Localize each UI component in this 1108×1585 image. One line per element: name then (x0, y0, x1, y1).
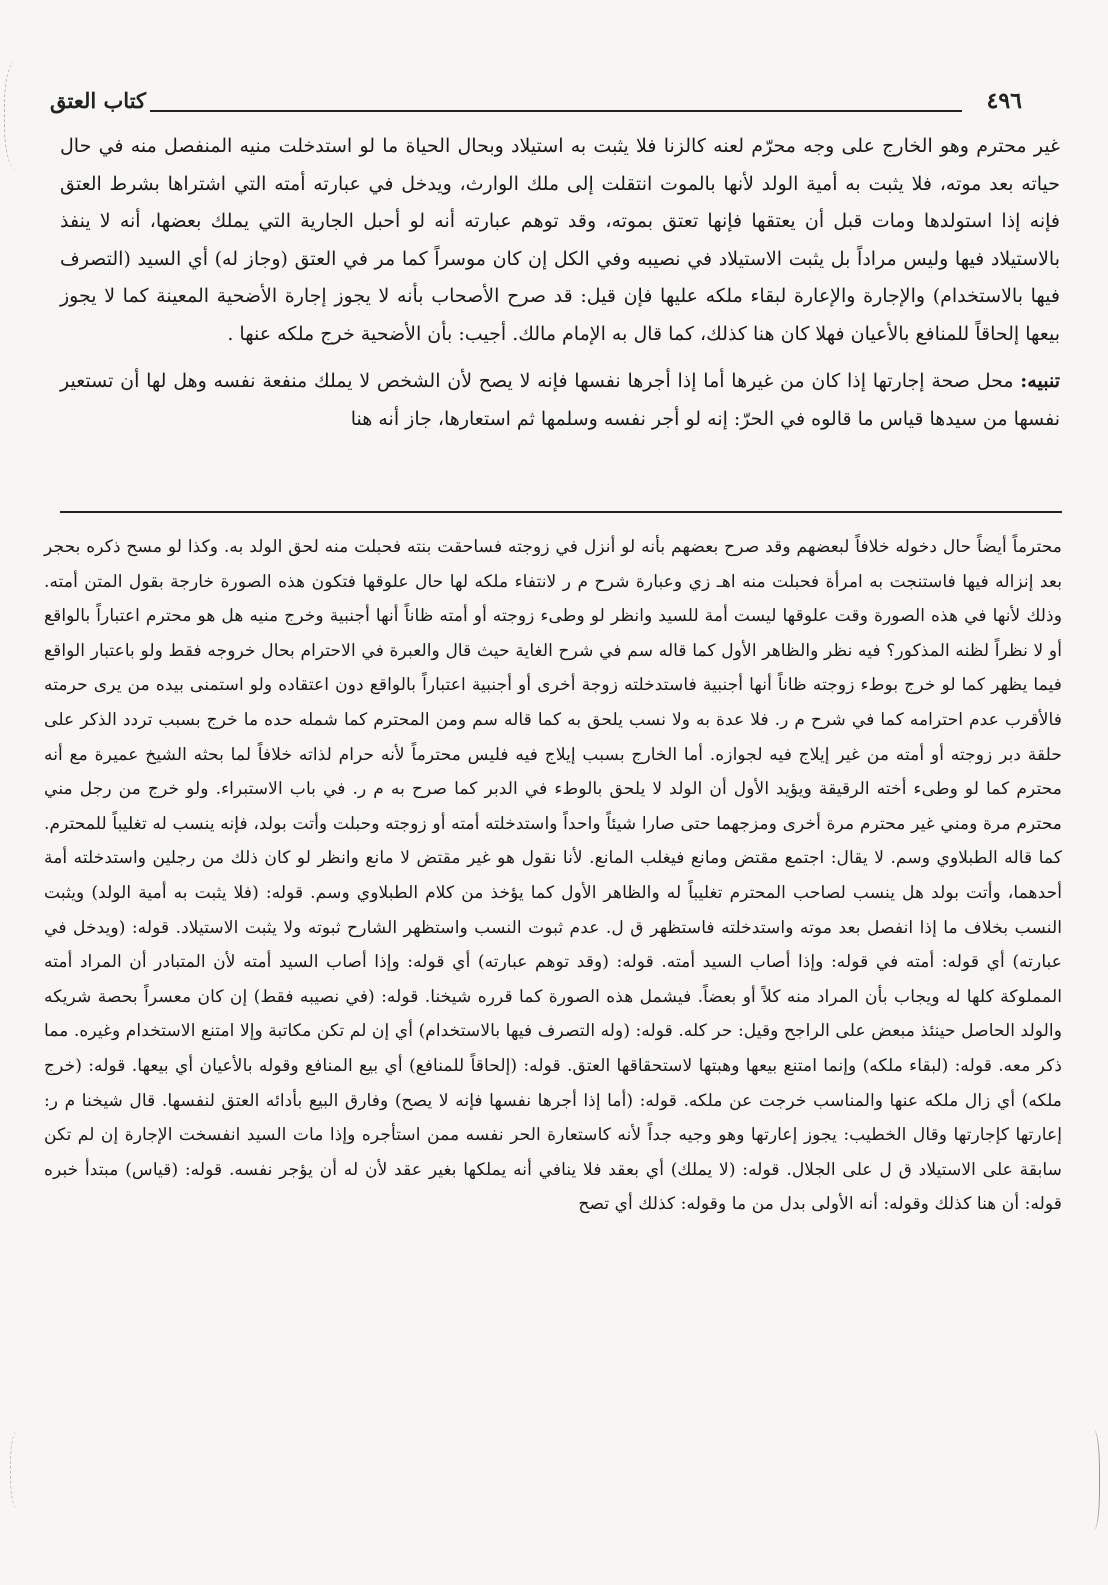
footnote-divider (60, 511, 1062, 513)
book-title: كتاب العتق (50, 88, 147, 113)
tanbih-label: تنبيه: (1020, 370, 1060, 392)
commentary-paragraph: محترماً أيضاً حال دخوله خلافاً لبعضهم وقد صرح بعضهم بأنه لو أنزل في زوجته فساحقت بنته فحبلت منه لحق الولد به. وكذا لو مسح ذكره بحجر بعد إنزاله فيها فاستنجت به امرأة فحبلت منه اهـ زي وعبارة شرح م ر لانتفاء ملكه لها حال علوقها فتكون هذه الصورة خارجة بقول المتن أمته. وذلك لأنها في هذه الصورة وقت علوقها ليست أمة للسيد وانظر لو وطىء زوجته أو أمته ظاناً أنها أجنبية وخرج منيه هل هو محترم اعتباراً بالواقع أو لا نظراً لظنه المذكور؟ فيه نظر والظاهر الأول كما قاله سم في شرح الغاية حيث قال والعبرة في الاحترام بحال خروجه فقط ولو باعتبار الواقع فيما يظهر كما لو خرج بوطء زوجته ظاناً أنها أجنبية فاستدخلته زوجة أخرى أو أجنبية اعتباراً بالواقع دون اعتقاده ولو استمنى بيده من يرى حرمته فالأقرب عدم احترامه كما في شرح م ر. فلا عدة به ولا نسب يلحق به كما قاله سم ومن المحترم كما شمله حده ما خرج بسبب تردد الذكر على حلقة دبر زوجته أو أمته من غير إيلاج فيه لجوازه. أما الخارج بسبب إيلاج فيه فليس محترماً لأنه حرام لذاته خلافاً لما بحثه الشيخ عميرة مع أنه محترم كما لو وطىء أخته الرقيقة ويؤيد الأول أن الولد لا يلحق بالوطء في الدبر كما صرح به م ر. في باب الاستبراء. ولو خرج من رجل مني محترم مرة ومني غير محترم مرة أخرى ومزجهما حتى صارا شيئاً واحداً واستدخلته أمته أو زوجته وحبلت وأتت بولد، فإنه ينسب له تغليباً للمحترم. كما قاله الطبلاوي وسم. لا يقال: اجتمع مقتض ومانع فيغلب المانع. لأنا نقول هو غير مقتض لا مانع وانظر لو كان ذلك من رجلين واستدخلته أمة أحدهما، وأتت بولد هل ينسب لصاحب المحترم تغليباً له والظاهر الأول كما يؤخذ من كلام الطبلاوي وسم. قوله: (فلا يثبت به أمية الولد) ويثبت النسب بخلاف ما إذا انفصل بعد موته واستدخلته فاستظهر ق ل. عدم ثبوت النسب واستظهر الشارح ثبوته ولا يثبت الاستيلاد. قوله: (ويدخل في عبارته) أي قوله: أمته في قوله: وإذا أصاب السيد أمته. قوله: (وقد توهم عبارته) أي قوله: وإذا أصاب السيد أمته لأن المتبادر أن المراد أمته المملوكة كلها له ويجاب بأن المراد منه كلاً أو بعضاً. فيشمل هذه الصورة كما قرره شيخنا. قوله: (في نصيبه فقط) إن كان معسراً بحصة شريكه والولد الحاصل حينئذ مبعض على الراجح وقيل: حر كله. قوله: (وله التصرف فيها بالاستخدام) أي إن لم تكن مكاتبة وإلا امتنع الاستخدام وغيره. مما ذكر معه. قوله: (لبقاء ملكه) وإنما امتنع بيعها وهبتها لاستحقاقها العتق. قوله: (إلحاقاً للمنافع) أي بيع المنافع وقوله بالأعيان أي بيعها. قوله: (خرج ملكه) أي زال ملكه عنها والمناسب خرجت عن ملكه. قوله: (أما إذا أجرها نفسها فإنه لا يصح) وفارق البيع بأدائه العتق لنفسها. قال شيخنا م ر: إعارتها كإجارتها وقال الخطيب: يجوز إعارتها وهو وجيه جداً لأنه كاستعارة الحر نفسه ممن استأجره وإذا مات السيد انفسخت الإجارة إن لم تكن سابقة على الاستيلاد ق ل على الجلال. قوله: (لا يملك) أي بعقد فلا ينافي أنه يملكها بغير عقد لأن له أن يؤجر نفسه. قوله: (قياس) مبتدأ خبره قوله: أن هنا كذلك وقوله: أنه الأولى بدل من ما وقوله: كذلك أي تصح (44, 537, 1062, 1215)
main-text-paragraph: غير محترم وهو الخارج على وجه محرّم لعنه كالزنا فلا يثبت به استيلاد وبحال الحياة ما لو استدخلت منيه المنفصل منه في حال حياته بعد موته، فلا يثبت به أمية الولد لأنها بالموت انتقلت إلى ملك الوارث، ويدخل في عبارته أمته التي اشتراها بشرط العتق فإنه إذا استولدها ومات قبل أن يعتقها فإنها تعتق بموته، وقد توهم عبارته أنه لو أحبل الجارية التي يملك بعضها، أنه لا ينفذ بالاستيلاد فيها وليس مراداً بل يثبت الاستيلاد في نصيبه وفي الكل إن كان موسراً كما مر في العتق (وجاز له) أي السيد (التصرف فيها بالاستخدام) والإجارة والإعارة لبقاء ملكه عليها فإن قيل: قد صرح الأصحاب بأنه لا يجوز إجارة الأضحية المعينة كما لا يجوز بيعها إلحاقاً للمنافع بالأعيان فهلا كان هنا كذلك، كما قال به الإمام مالك. أجيب: بأن الأضحية خرج ملكه عنها . (60, 135, 1060, 345)
commentary (44, 530, 1062, 1222)
tanbih-paragraph (60, 363, 1060, 438)
page-number: ٤٩٦ (986, 88, 1022, 114)
scan-edge-mark (10, 1430, 29, 1510)
header-rule (150, 110, 962, 112)
scan-edge-mark (1085, 1430, 1100, 1530)
running-header (50, 88, 1062, 122)
scan-edge-mark (4, 60, 35, 170)
tanbih-text: محل صحة إجارتها إذا كان من غيرها أما إذا أجرها نفسها فإنه لا يصح لأن الشخص لا يملك منفعة نفسه وهل لها أن تستعير نفسها من سيدها قياس ما قالوه في الحرّ: إنه لو أجر نفسه وسلمها ثم استعارها، جاز أنه هنا (60, 370, 1060, 430)
main-text (60, 128, 1060, 438)
